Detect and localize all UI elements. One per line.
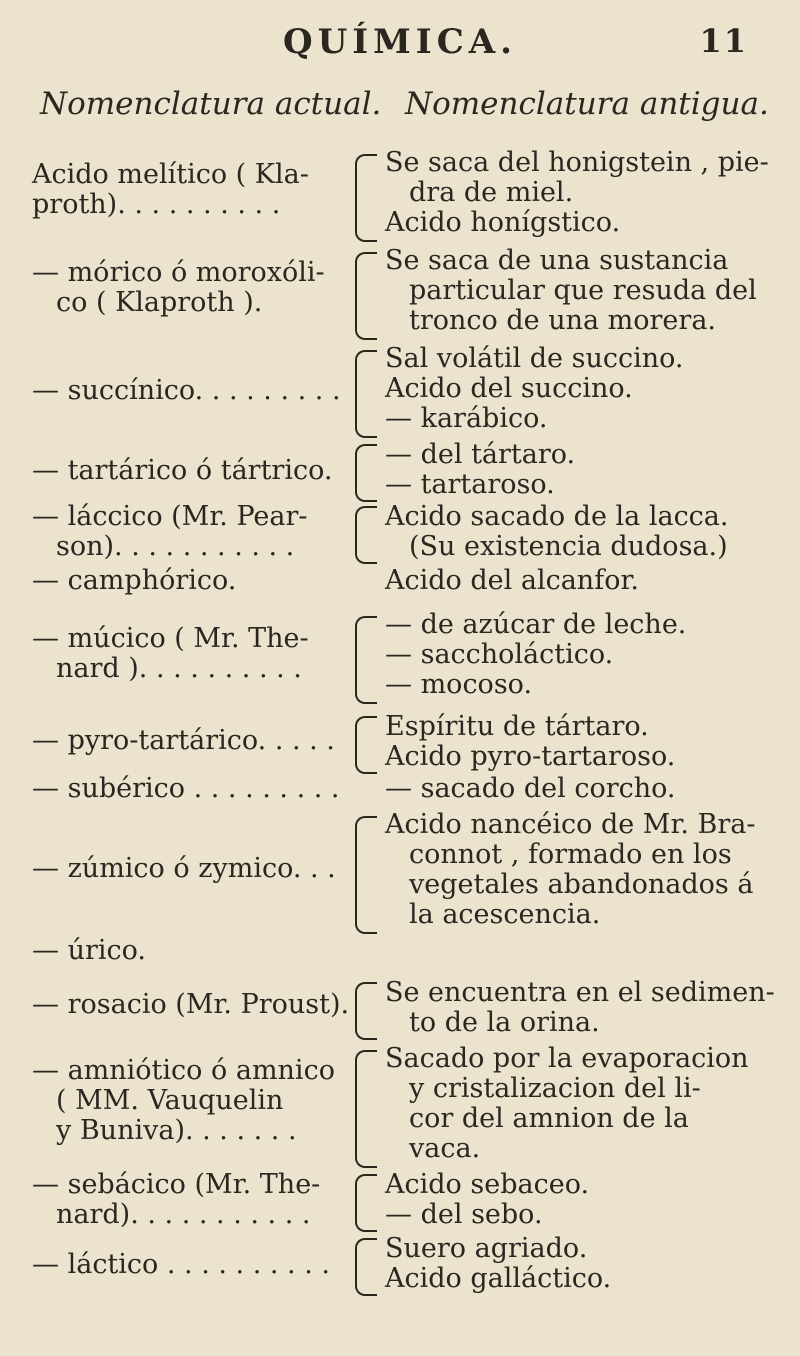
left-column-heading: Nomenclatura actual. bbox=[40, 86, 382, 122]
brace bbox=[355, 350, 377, 438]
book-page: QUÍMICA. 11 Nomenclatura actual. Nomenclatura antigua. Acido melítico ( Kla- proth). . . . . . . . . . Se saca del honigstein , pie- dra de miel. Acido honígstico. — mórico ó moroxóli- co ( Klaproth ). Se saca de una sustancia particular que resuda del tronco de una morera. — succínico. . . . . . . . . Sal volátil de succino. Acido del succino. — karábico. — tartárico ó tártrico. — del tártaro. — tartaroso. — láccico (Mr. Pear- son). . . . . . . . . . . Acido sacado de la lacca. (Su existencia dudosa.) — camphórico. Acido del alcanfor. — múcico ( Mr. The- nard ). . . . . . . . . . — de azúcar de leche. — saccholáctico. — mocoso. — pyro-tartárico. . . . . Espíritu de tártaro. Acido pyro-tartaroso. — subérico . . . . . . . . . — sacado del corcho. — zúmico ó zymico. . . Acido nancéico de Mr. Bra- connot , formado en los vegetales abandonados á la acescencia. — úrico. — rosacio (Mr. Proust). Se encuentra en el sedimen- to de la orina. — amniótico ó amnico ( MM. Vauquelin y Buniva). . . . . . . Sacado por la evaporacion y cristalizacion del li- cor del amnion de la vaca. — sebácico (Mr. The- nard). . . . . . . . . . . Acido sebaceo. — del sebo. — láctico . . . . . . . . . . Suero agriado. Acido galláctico. bbox=[0, 0, 800, 1356]
brace bbox=[355, 616, 377, 704]
brace bbox=[355, 716, 377, 774]
page-title: QUÍMICA. bbox=[283, 22, 517, 62]
brace bbox=[355, 1050, 377, 1168]
brace bbox=[355, 444, 377, 502]
brace bbox=[355, 982, 377, 1040]
brace bbox=[355, 252, 377, 340]
right-column-heading: Nomenclatura antigua. bbox=[405, 86, 769, 122]
entry-right: Se saca del honigstein , pie- dra de miel. Acido honígstico. bbox=[385, 147, 769, 238]
page-number: 11 bbox=[699, 22, 748, 60]
brace bbox=[355, 1238, 377, 1296]
brace bbox=[355, 154, 377, 242]
brace bbox=[355, 506, 377, 564]
brace bbox=[355, 816, 377, 934]
brace bbox=[355, 1174, 377, 1232]
entry-left: Acido melítico ( Kla- proth). . . . . . . . . . bbox=[32, 159, 309, 220]
